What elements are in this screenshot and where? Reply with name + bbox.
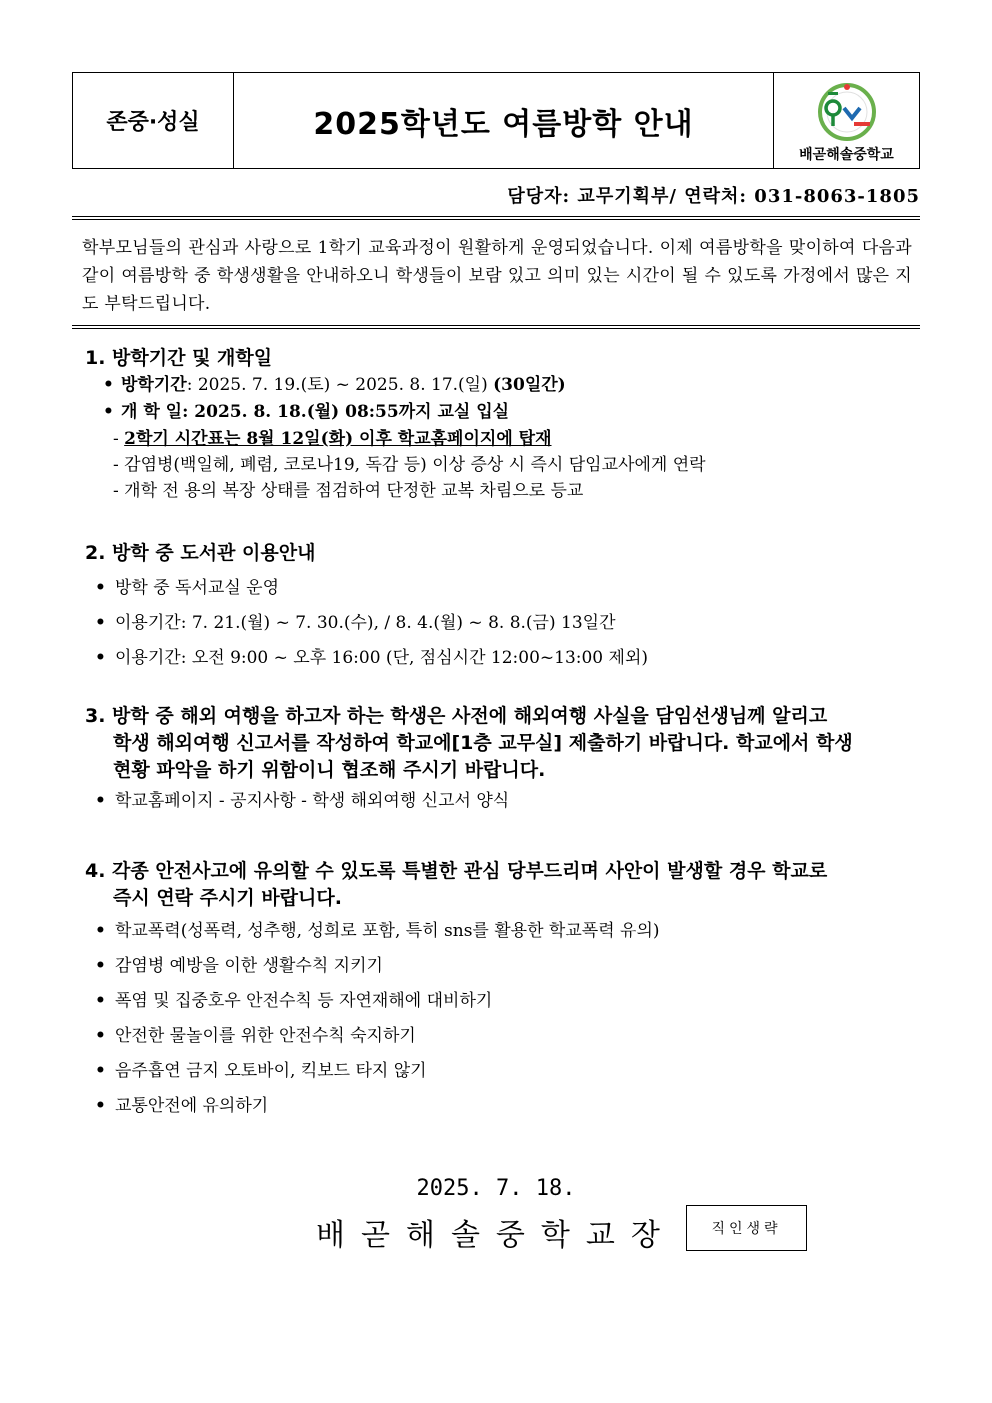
bullet: • (95, 956, 106, 976)
intro-paragraph: 학부모님들의 관심과 사랑으로 1학기 교육과정이 원활하게 운영되었습니다. 이제 여름방학을 맞이하여 다음과 같이 여름방학 중 학생생활을 안내하오니 학생들이 보람 있고 의미 있는 시간이 될 수 있도록 가정에서 많은 지도 부탁드립니다. (82, 238, 912, 314)
page-title: 2025학년도 여름방학 안내 (313, 106, 694, 142)
bullet: • (95, 791, 106, 811)
list-item-text: 학교폭력(성폭력, 성추행, 성희로 포함, 특히 sns를 활용한 학교폭력 유의) (115, 921, 660, 941)
title-cell (234, 73, 774, 168)
seal-omitted-box: 직인생략 (686, 1205, 807, 1251)
bullet: • (95, 991, 106, 1011)
list-item (85, 610, 923, 637)
section-3 (85, 703, 923, 815)
header-table (72, 72, 920, 169)
heading-line: 학생 해외여행 신고서를 작성하여 학교에[1층 교무실] 제출하기 바랍니다. 학교에서 학생 (113, 732, 853, 754)
list-item (85, 988, 923, 1015)
dash: - (113, 481, 119, 501)
heading-line: 4. 각종 안전사고에 유의할 수 있도록 특별한 관심 당부드리며 사안이 발생할 경우 학교로 (85, 860, 828, 882)
list-item (85, 1023, 923, 1050)
section-2-heading: 2. 방학 중 도서관 이용안내 (85, 542, 316, 564)
heading-line: 즉시 연락 주시기 바랍니다. (113, 887, 342, 909)
list-item (85, 372, 923, 399)
bullet: • (95, 578, 106, 598)
list-item-text: 이용기간: 7. 21.(월) ~ 7. 30.(수), / 8. 4.(월) ~ 8. 8.(금) 13일간 (115, 613, 616, 633)
sub-item (85, 478, 923, 504)
heading-line: 현황 파악을 하기 위함이니 협조해 주시기 바랍니다. (113, 759, 546, 781)
list-item (85, 399, 923, 426)
divider-top (72, 216, 920, 220)
list-item (85, 1093, 923, 1120)
section-1-heading: 1. 방학기간 및 개학일 (85, 347, 273, 369)
bullet: • (95, 648, 106, 668)
sub-item (85, 452, 923, 478)
school-logo-icon (814, 82, 880, 142)
list-item-text: 폭염 및 집중호우 안전수칙 등 자연재해에 대비하기 (115, 991, 493, 1011)
logo-cell (774, 73, 919, 168)
bullet: • (95, 1061, 106, 1081)
motto: 존중·성실 (106, 110, 200, 135)
bullet: • (95, 921, 106, 941)
heading-line: 3. 방학 중 해외 여행을 하고자 하는 학생은 사전에 해외여행 사실을 담임선생님께 알리고 (85, 705, 828, 727)
section-1 (85, 345, 923, 504)
dash: - (113, 429, 119, 449)
sub-item-text: 2학기 시간표는 8월 12일(화) 이후 학교홈페이지에 탑재 (124, 429, 552, 449)
list-item-text: 방학 중 독서교실 운영 (115, 578, 280, 598)
bullet: • (95, 1096, 106, 1116)
motto-cell (73, 73, 234, 168)
section-2 (85, 540, 923, 672)
divider-bottom (72, 325, 920, 329)
bullet: • (103, 375, 114, 395)
principal-signature: 배곧해솔중학교장 (316, 1218, 676, 1253)
sub-item-text: 감염병(백일헤, 폐렴, 코로나19, 독감 등) 이상 증상 시 즉시 담임교사에게 연락 (124, 455, 706, 475)
list-item-text: 안전한 물놀이를 위한 안전수칙 숙지하기 (115, 1026, 416, 1046)
bullet: • (103, 402, 114, 422)
start-label: 개 학 일 (121, 402, 183, 422)
section-4-heading (85, 858, 923, 912)
sub-item (85, 426, 923, 452)
list-item-text: 이용기간: 오전 9:00 ~ 오후 16:00 (단, 점심시간 12:00~13:00 제외) (115, 648, 648, 668)
contact-info: 담당자: 교무기획부/ 연락처: 031-8063-1805 (507, 186, 920, 207)
sub-item-text: 개학 전 용의 복장 상태를 점검하여 단정한 교복 차림으로 등교 (124, 481, 584, 501)
period-label: 방학기간 (121, 375, 187, 395)
list-item (85, 953, 923, 980)
school-logo-name: 배곧해솔중학교 (799, 147, 894, 163)
list-item (85, 788, 923, 815)
list-item-text: 교통안전에 유의하기 (115, 1096, 269, 1116)
list-item-text: 감염병 예방을 이한 생활수칙 지키기 (115, 956, 383, 976)
list-item-text: 학교홈페이지 - 공지사항 - 학생 해외여행 신고서 양식 (115, 791, 510, 811)
period-value: : 2025. 7. 19.(토) ~ 2025. 8. 17.(일) (186, 375, 494, 395)
list-item (85, 1058, 923, 1085)
period-days: (30일간) (493, 375, 566, 395)
list-item (85, 575, 923, 602)
start-value: : 2025. 8. 18.(월) 08:55까지 교실 입실 (182, 402, 510, 422)
bullet: • (95, 613, 106, 633)
list-item (85, 645, 923, 672)
dash: - (113, 455, 119, 475)
section-3-heading (85, 703, 923, 784)
bullet: • (95, 1026, 106, 1046)
issue-date: 2025. 7. 18. (416, 1176, 576, 1201)
list-item (85, 918, 923, 945)
section-4 (85, 858, 923, 1120)
list-item-text: 음주흡연 금지 오토바이, 킥보드 타지 않기 (115, 1061, 427, 1081)
